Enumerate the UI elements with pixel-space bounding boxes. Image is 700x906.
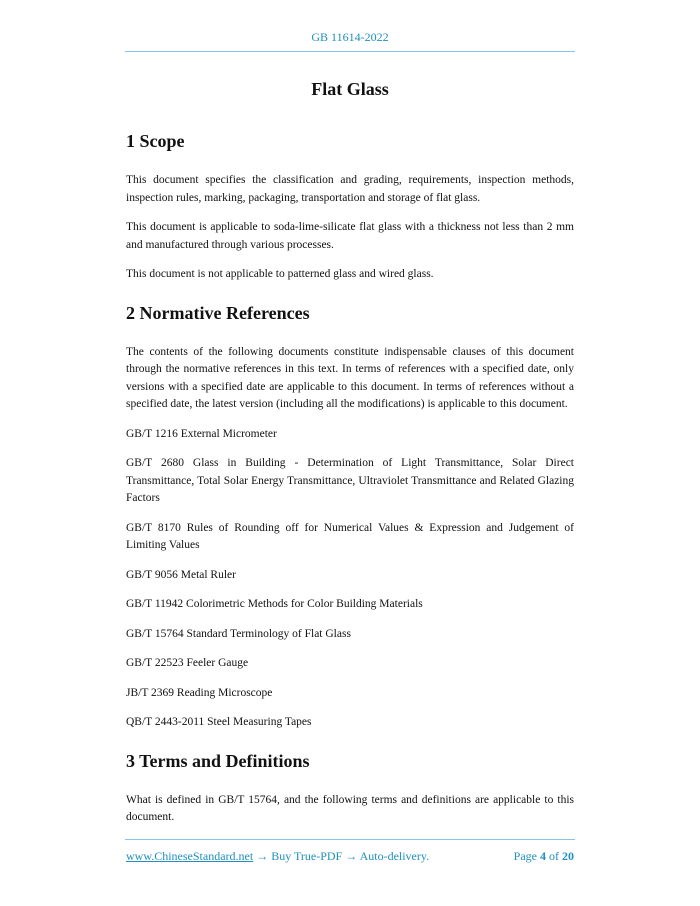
terms-paragraph-1: What is defined in GB/T 15764, and the following terms and definitions are applicable to this document. — [126, 793, 574, 823]
page-of-label: of — [549, 849, 559, 863]
header-divider — [125, 51, 575, 52]
reference-item: GB/T 1216 External Micrometer — [126, 427, 277, 440]
section-heading-normative-references: 2 Normative References — [126, 302, 310, 323]
reference-item: JB/T 2369 Reading Microscope — [126, 686, 273, 699]
scope-paragraph-1: This document specifies the classification and grading, requirements, inspection methods, inspection rules, marking, packaging, transportation and storage of flat glass. — [126, 174, 574, 204]
document-title: Flat Glass — [311, 79, 389, 99]
footer-promo — [126, 849, 429, 864]
footer-tagline: → Buy True-PDF → Auto-delivery. — [253, 849, 430, 863]
reference-item: GB/T 11942 Colorimetric Methods for Color Building Materials — [126, 598, 423, 610]
page-label: Page — [513, 849, 537, 863]
header-document-code: GB 11614-2022 — [311, 30, 389, 44]
section-heading-terms-definitions: 3 Terms and Definitions — [126, 750, 310, 771]
reference-item: QB/T 2443-2011 Steel Measuring Tapes — [126, 716, 312, 728]
page-content — [126, 78, 574, 839]
page-indicator — [514, 849, 574, 864]
references-intro: The contents of the following documents constitute indispensable clauses of this document through the normative references in this text. In terms of references with a specified date, only versions with a specified date are applicable to this document. In terms of references without a specified date, the latest version (including all the modifications) is applicable to this document. — [126, 345, 574, 410]
reference-item: GB/T 22523 Feeler Gauge — [126, 657, 249, 669]
footer-divider — [125, 839, 575, 840]
reference-item: GB/T 15764 Standard Terminology of Flat Glass — [126, 627, 351, 640]
reference-item: GB/T 9056 Metal Ruler — [126, 568, 236, 581]
scope-paragraph-3: This document is not applicable to patterned glass and wired glass. — [126, 268, 434, 280]
section-heading-scope: 1 Scope — [126, 131, 185, 151]
page-current: 4 — [540, 849, 546, 863]
footer-site-link[interactable]: www.ChineseStandard.net — [126, 849, 254, 863]
reference-item: GB/T 8170 Rules of Rounding off for Numerical Values & Expression and Judgement of Limiting Values — [126, 521, 574, 551]
page-total: 20 — [562, 849, 574, 863]
scope-paragraph-2: This document is applicable to soda-lime-silicate flat glass with a thickness not less than 2 mm and manufactured through various processes. — [126, 221, 574, 251]
reference-item: GB/T 2680 Glass in Building - Determination of Light Transmittance, Solar Direct Transmittance, Total Solar Energy Transmittance, Ultraviolet Transmittance and Related Glazing Factors — [126, 457, 574, 504]
